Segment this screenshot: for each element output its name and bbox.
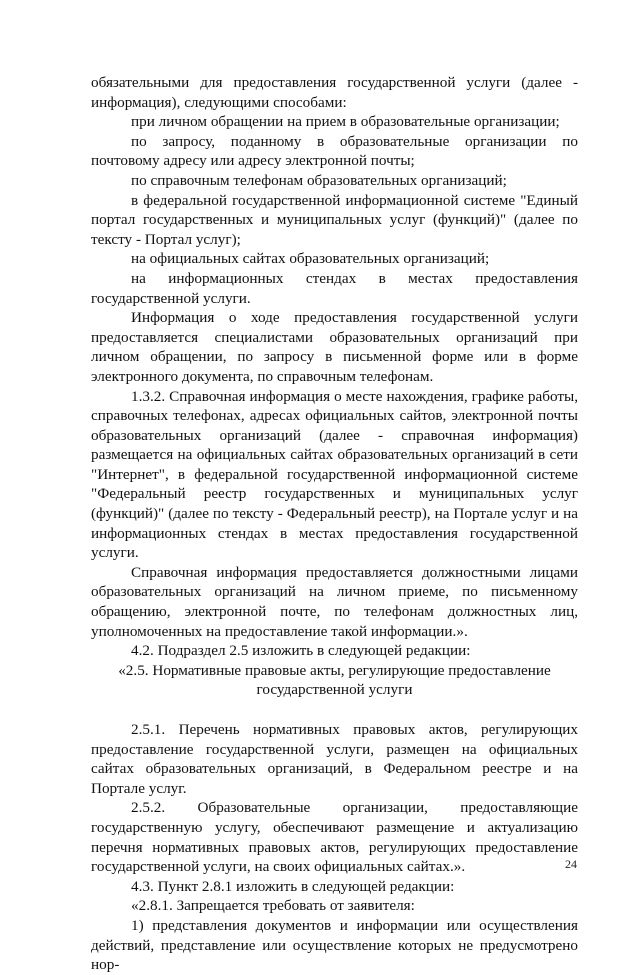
document-body (91, 73, 578, 975)
paragraph: 4.3. Пункт 2.8.1 изложить в следующей редакции: (131, 877, 455, 895)
paragraph: 4.2. Подраздел 2.5 изложить в следующей редакции: (131, 642, 471, 660)
top-paragraphs (91, 73, 578, 661)
paragraph: на информационных стендах в местах предоставления государственной услуги. (91, 269, 578, 307)
paragraph: 2.5.2. Образовательные организации, предоставляющие государственную услугу, обеспечивают размещение и актуализацию перечня нормативных правовых актов, регулирующих предоставление государственной услуги, на своих официальных сайтах.». (91, 799, 578, 876)
paragraph: в федеральной государственной информационной системе "Единый портал государственных и муниципальных услуг (функций)" (далее по тексту - Портал услуг); (91, 191, 578, 248)
paragraph: при личном обращении на прием в образовательные организации; (131, 113, 560, 131)
section-subheading: «2.5. Нормативные правовые акты, регулирующие предоставление государственной услуги (118, 661, 551, 699)
paragraph: 1) представления документов и информации или осуществления действий, представление или осуществление которых не предусмотрено нор- (91, 916, 578, 974)
paragraph: 2.5.1. Перечень нормативных правовых актов, регулирующих предоставление государственной услуги, размещен на официальных сайтах образовательных организаций, в Федеральном реестре и на Портале услуг. (91, 721, 578, 797)
paragraph: Информация о ходе предоставления государственной услуги предоставляется специалистами образовательных организаций при личном обращении, по запросу в письменной форме или в форме электронного документа, по справочным телефонам. (91, 309, 578, 385)
paragraph: обязательными для предоставления государственной услуги (далее - информация), следующими способами: (91, 74, 578, 111)
blank-line (91, 700, 578, 720)
paragraph: по запросу, поданному в образовательные организации по почтовому адресу или адресу электронной почты; (91, 132, 578, 170)
paragraph: Справочная информация предоставляется должностными лицами образовательных организаций на личном приеме, по письменному обращению, электронной почте, по телефонам должностных лиц, уполномоченных на предоставление такой информации.». (91, 563, 578, 640)
paragraph: «2.8.1. Запрещается требовать от заявителя: (131, 897, 415, 915)
paragraph: по справочным телефонам образовательных организаций; (131, 171, 507, 189)
paragraph: 1.3.2. Справочная информация о месте нахождения, графике работы, справочных телефонах, адресах официальных сайтов, электронной почты образовательных организаций (далее - справочная информация) размещается на официальных сайтах образовательных организаций в сети "Интернет", в федеральной государственной информационной системе "Федеральный реестр государственных и муниципальных услуг (функций)" (далее по тексту - Федеральный реестр), на Портале услуг и на информационных стендах в местах предоставления государственной услуги. (91, 387, 578, 562)
page-number: 24 (565, 857, 577, 871)
bottom-paragraphs (91, 720, 578, 975)
paragraph: на официальных сайтах образовательных организаций; (131, 250, 490, 268)
